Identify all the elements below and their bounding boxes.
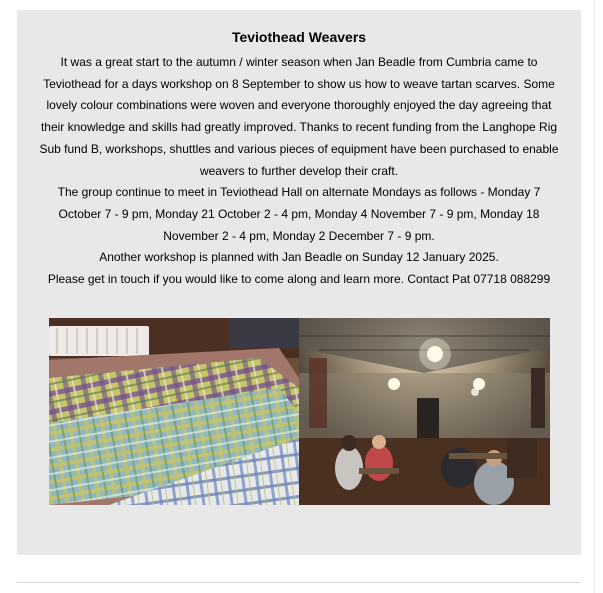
paragraph-next-workshop: Another workshop is planned with Jan Beadle on Sunday 12 January 2025. (99, 250, 499, 265)
photo-row (49, 318, 550, 505)
article-body (37, 52, 561, 291)
bottom-divider (17, 582, 581, 583)
paragraph-contact: Please get in touch if you would like to come along and learn more. Contact Pat 07718 088299 (47, 272, 551, 287)
article-card (17, 10, 581, 555)
scrollbar-edge (594, 0, 595, 593)
hall-weaving-workshop-photo (299, 318, 550, 505)
article-title: Teviothead Weavers (231, 29, 367, 45)
paragraph-schedule: The group continue to meet in Teviothead Hall on alternate Mondays as follows - Monday 7 October 7 - 9 pm, Monday 21 October 2 - 4 pm, Monday 4 November 7 - 9 pm, Monday 18 November 2 - 4 pm, Monday 2 December 7 - 9 pm. (57, 185, 541, 243)
paragraph-workshop: It was a great start to the autumn / winter season when Jan Beadle from Cumbria came to Teviothead for a days workshop on 8 September to show us how to weave tartan scarves. Some lovely colour combinations were woven and everyone thoroughly enjoyed the day agreeing that their knowledge and skills had greatly improved. Thanks to recent funding from the Langhope Rig Sub fund B, workshops, shuttles and various pieces of equipment have been purchased to enable weavers to further develop their craft. (39, 55, 559, 178)
tartan-scarves-photo (49, 318, 299, 505)
